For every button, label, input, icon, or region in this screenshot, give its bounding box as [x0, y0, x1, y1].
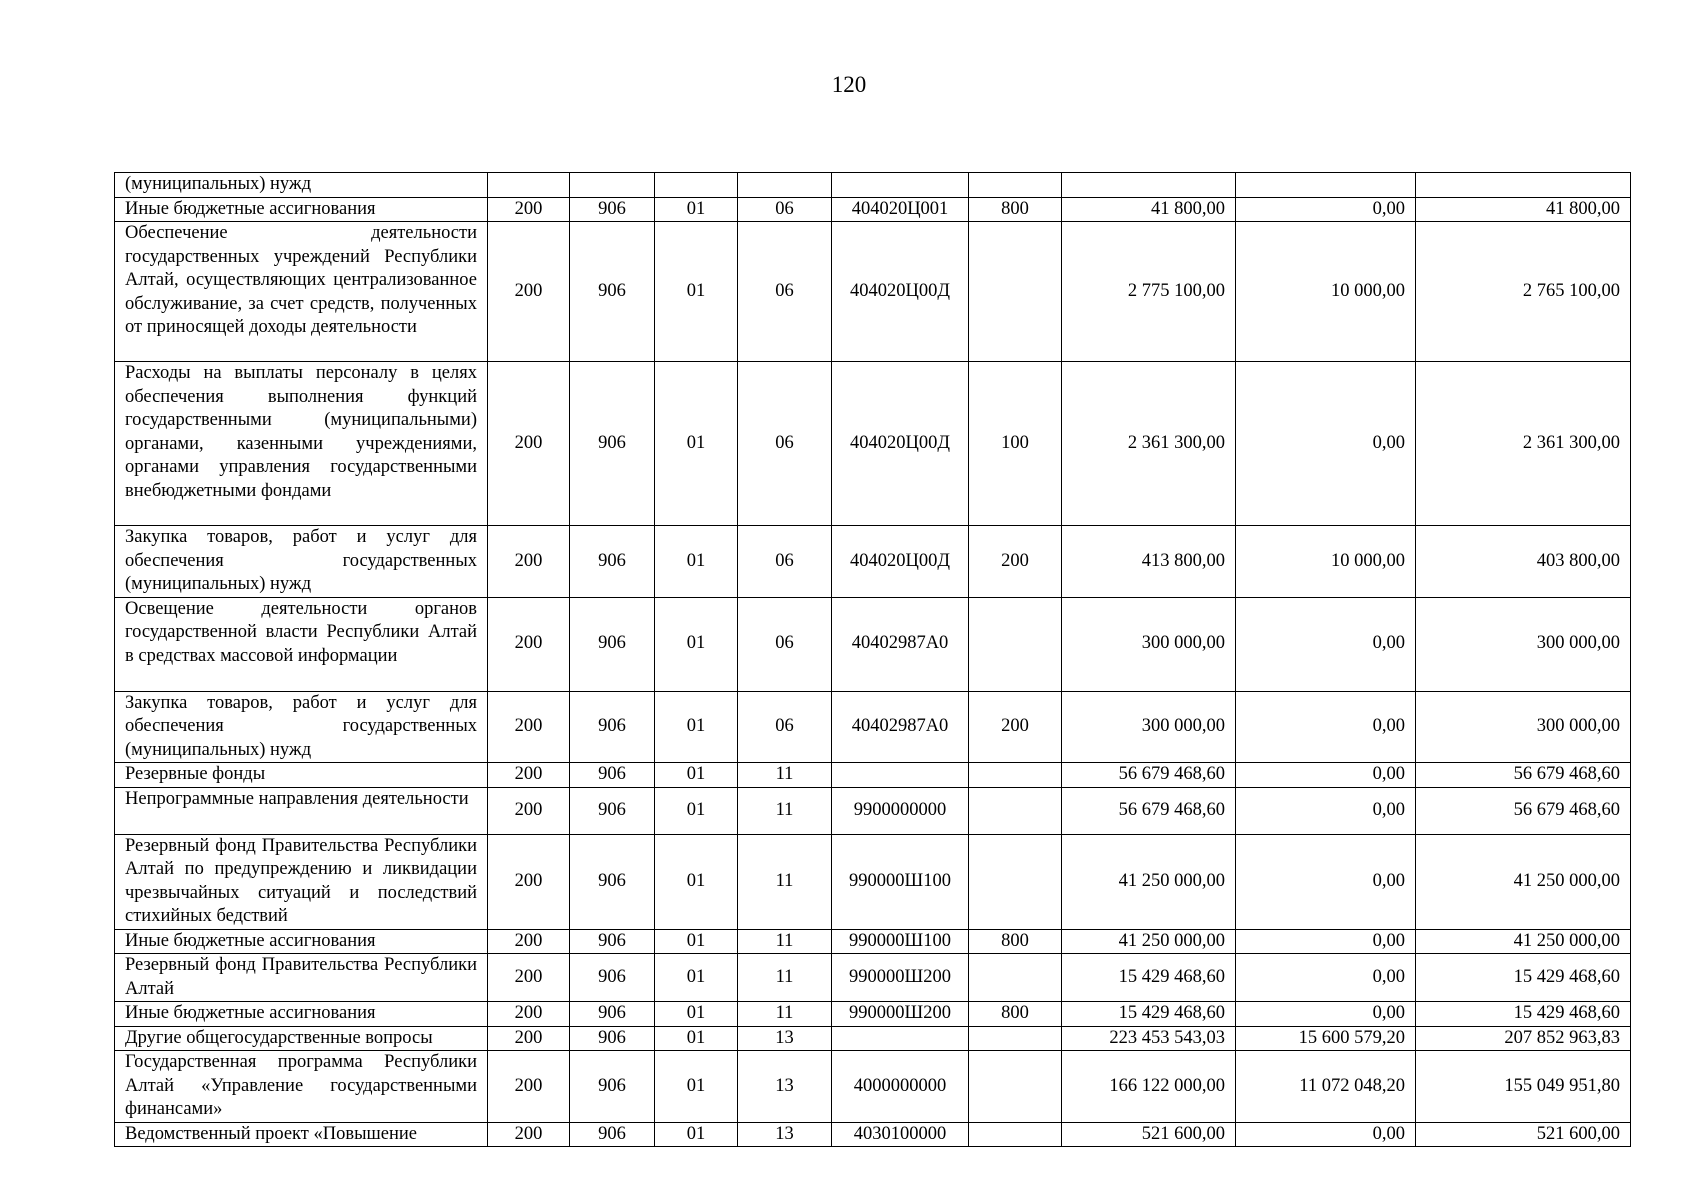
row-amount-2 [1236, 173, 1416, 198]
row-name: Иные бюджетные ассигнования [115, 197, 488, 222]
row-code-1: 200 [488, 362, 570, 526]
row-section: 01 [655, 597, 738, 691]
row-amount-3: 41 800,00 [1416, 197, 1631, 222]
row-target-article: 4000000000 [832, 1051, 969, 1123]
row-amount-2: 0,00 [1236, 197, 1416, 222]
row-code-1 [488, 173, 570, 198]
row-code-1: 200 [488, 526, 570, 598]
row-section: 01 [655, 929, 738, 954]
row-subsection: 13 [738, 1051, 832, 1123]
row-amount-2: 0,00 [1236, 787, 1416, 834]
table-row [115, 787, 1631, 834]
row-name: Иные бюджетные ассигнования [115, 929, 488, 954]
row-target-article: 9900000000 [832, 787, 969, 834]
row-code-1: 200 [488, 1002, 570, 1027]
row-amount-3: 300 000,00 [1416, 597, 1631, 691]
row-section: 01 [655, 362, 738, 526]
row-target-article: 990000Ш100 [832, 834, 969, 929]
table-body [115, 173, 1631, 1147]
row-target-article: 990000Ш200 [832, 1002, 969, 1027]
row-code-2: 906 [570, 526, 655, 598]
row-subsection: 11 [738, 787, 832, 834]
row-amount-1: 2 775 100,00 [1062, 222, 1236, 362]
row-code-1: 200 [488, 691, 570, 763]
table-row [115, 954, 1631, 1002]
row-subsection: 13 [738, 1122, 832, 1147]
row-subsection: 06 [738, 691, 832, 763]
row-target-article [832, 1026, 969, 1051]
row-amount-2: 0,00 [1236, 362, 1416, 526]
row-code-2: 906 [570, 222, 655, 362]
table-row [115, 1051, 1631, 1123]
row-amount-2: 0,00 [1236, 954, 1416, 1002]
row-code-1: 200 [488, 222, 570, 362]
row-target-article [832, 763, 969, 788]
row-subsection: 06 [738, 526, 832, 598]
row-name: Другие общегосударственные вопросы [115, 1026, 488, 1051]
row-code-2: 906 [570, 597, 655, 691]
row-code-1: 200 [488, 954, 570, 1002]
row-amount-1: 41 800,00 [1062, 197, 1236, 222]
row-subsection: 13 [738, 1026, 832, 1051]
row-code-2: 906 [570, 763, 655, 788]
row-subsection: 11 [738, 1002, 832, 1027]
row-section [655, 173, 738, 198]
row-expense-type [969, 597, 1062, 691]
row-code-1: 200 [488, 929, 570, 954]
row-target-article [832, 173, 969, 198]
row-amount-3: 56 679 468,60 [1416, 787, 1631, 834]
table-row [115, 834, 1631, 929]
row-name: Обеспечение деятельности государственных учреждений Республики Алтай, осуществляющих централизованное обслуживание, за счет средств, полученных от приносящей доходы деятельности [115, 222, 488, 362]
row-code-2: 906 [570, 1051, 655, 1123]
row-amount-3: 300 000,00 [1416, 691, 1631, 763]
row-code-1: 200 [488, 787, 570, 834]
row-name: Ведомственный проект «Повышение [115, 1122, 488, 1147]
row-section: 01 [655, 197, 738, 222]
row-amount-1: 166 122 000,00 [1062, 1051, 1236, 1123]
budget-table [114, 172, 1631, 1147]
table-row [115, 1002, 1631, 1027]
row-section: 01 [655, 787, 738, 834]
row-expense-type [969, 1122, 1062, 1147]
row-amount-2: 0,00 [1236, 1002, 1416, 1027]
row-code-2 [570, 173, 655, 198]
row-code-2: 906 [570, 834, 655, 929]
row-amount-2: 0,00 [1236, 763, 1416, 788]
row-amount-1: 413 800,00 [1062, 526, 1236, 598]
row-expense-type: 100 [969, 362, 1062, 526]
row-amount-3: 41 250 000,00 [1416, 929, 1631, 954]
row-amount-1: 41 250 000,00 [1062, 929, 1236, 954]
row-expense-type: 200 [969, 691, 1062, 763]
row-name: Государственная программа Республики Алтай «Управление государственными финансами» [115, 1051, 488, 1123]
row-amount-3: 403 800,00 [1416, 526, 1631, 598]
row-amount-2: 10 000,00 [1236, 526, 1416, 598]
row-target-article: 40402987А0 [832, 597, 969, 691]
row-amount-3: 56 679 468,60 [1416, 763, 1631, 788]
row-amount-1: 2 361 300,00 [1062, 362, 1236, 526]
row-amount-2: 15 600 579,20 [1236, 1026, 1416, 1051]
row-expense-type: 800 [969, 929, 1062, 954]
table-row [115, 691, 1631, 763]
row-target-article: 40402987А0 [832, 691, 969, 763]
row-expense-type [969, 222, 1062, 362]
row-code-1: 200 [488, 197, 570, 222]
row-amount-1: 15 429 468,60 [1062, 954, 1236, 1002]
row-amount-1: 56 679 468,60 [1062, 787, 1236, 834]
row-code-1: 200 [488, 1122, 570, 1147]
row-code-2: 906 [570, 1002, 655, 1027]
row-amount-3: 155 049 951,80 [1416, 1051, 1631, 1123]
row-amount-3: 15 429 468,60 [1416, 954, 1631, 1002]
row-code-2: 906 [570, 929, 655, 954]
row-expense-type [969, 954, 1062, 1002]
row-amount-1: 300 000,00 [1062, 691, 1236, 763]
row-amount-1: 300 000,00 [1062, 597, 1236, 691]
row-amount-1: 56 679 468,60 [1062, 763, 1236, 788]
row-name: Резервные фонды [115, 763, 488, 788]
row-target-article: 4030100000 [832, 1122, 969, 1147]
row-expense-type: 800 [969, 1002, 1062, 1027]
row-code-2: 906 [570, 691, 655, 763]
row-section: 01 [655, 1002, 738, 1027]
row-code-1: 200 [488, 1051, 570, 1123]
row-name: Закупка товаров, работ и услуг для обеспечения государственных (муниципальных) нужд [115, 691, 488, 763]
row-expense-type [969, 834, 1062, 929]
row-section: 01 [655, 526, 738, 598]
row-expense-type [969, 1026, 1062, 1051]
row-expense-type: 200 [969, 526, 1062, 598]
row-subsection: 11 [738, 954, 832, 1002]
table-row [115, 526, 1631, 598]
row-amount-1: 521 600,00 [1062, 1122, 1236, 1147]
row-expense-type [969, 1051, 1062, 1123]
row-amount-1 [1062, 173, 1236, 198]
row-code-2: 906 [570, 954, 655, 1002]
row-section: 01 [655, 834, 738, 929]
row-amount-1: 15 429 468,60 [1062, 1002, 1236, 1027]
row-amount-2: 10 000,00 [1236, 222, 1416, 362]
table-row [115, 929, 1631, 954]
row-amount-2: 0,00 [1236, 1122, 1416, 1147]
row-subsection: 06 [738, 197, 832, 222]
row-section: 01 [655, 222, 738, 362]
row-amount-2: 11 072 048,20 [1236, 1051, 1416, 1123]
row-target-article: 990000Ш100 [832, 929, 969, 954]
row-target-article: 404020Ц00Д [832, 362, 969, 526]
row-amount-3: 15 429 468,60 [1416, 1002, 1631, 1027]
row-name: Расходы на выплаты персоналу в целях обеспечения выполнения функций государственными (муниципальными) органами, казенными учреждениями, органами управления государственными внебюджетными фондами [115, 362, 488, 526]
table-row [115, 1122, 1631, 1147]
row-name: Закупка товаров, работ и услуг для обеспечения государственных (муниципальных) нужд [115, 526, 488, 598]
table-row [115, 197, 1631, 222]
table-row [115, 362, 1631, 526]
row-name: Непрограммные направления деятельности [115, 787, 488, 834]
row-amount-2: 0,00 [1236, 834, 1416, 929]
row-target-article: 404020Ц001 [832, 197, 969, 222]
row-expense-type [969, 763, 1062, 788]
row-subsection: 11 [738, 834, 832, 929]
row-code-2: 906 [570, 362, 655, 526]
row-amount-2: 0,00 [1236, 691, 1416, 763]
row-code-2: 906 [570, 787, 655, 834]
row-amount-1: 41 250 000,00 [1062, 834, 1236, 929]
table-row [115, 1026, 1631, 1051]
row-target-article: 404020Ц00Д [832, 222, 969, 362]
row-amount-3: 2 361 300,00 [1416, 362, 1631, 526]
row-name: Резервный фонд Правительства Республики Алтай [115, 954, 488, 1002]
row-amount-3: 41 250 000,00 [1416, 834, 1631, 929]
row-name: Иные бюджетные ассигнования [115, 1002, 488, 1027]
row-subsection [738, 173, 832, 198]
row-section: 01 [655, 1026, 738, 1051]
row-amount-3: 2 765 100,00 [1416, 222, 1631, 362]
page-number: 120 [831, 72, 867, 97]
row-section: 01 [655, 763, 738, 788]
row-expense-type [969, 173, 1062, 198]
row-target-article: 404020Ц00Д [832, 526, 969, 598]
table-row [115, 173, 1631, 198]
row-subsection: 06 [738, 597, 832, 691]
row-amount-2: 0,00 [1236, 929, 1416, 954]
row-amount-3: 207 852 963,83 [1416, 1026, 1631, 1051]
row-section: 01 [655, 1122, 738, 1147]
row-subsection: 11 [738, 929, 832, 954]
row-subsection: 06 [738, 362, 832, 526]
row-section: 01 [655, 954, 738, 1002]
row-name: (муниципальных) нужд [115, 173, 488, 198]
row-code-1: 200 [488, 597, 570, 691]
row-code-2: 906 [570, 197, 655, 222]
row-amount-1: 223 453 543,03 [1062, 1026, 1236, 1051]
table-row [115, 597, 1631, 691]
row-expense-type: 800 [969, 197, 1062, 222]
row-amount-3: 521 600,00 [1416, 1122, 1631, 1147]
row-subsection: 06 [738, 222, 832, 362]
row-target-article: 990000Ш200 [832, 954, 969, 1002]
table-row [115, 763, 1631, 788]
row-code-1: 200 [488, 1026, 570, 1051]
row-subsection: 11 [738, 763, 832, 788]
row-amount-3 [1416, 173, 1631, 198]
row-code-2: 906 [570, 1122, 655, 1147]
row-name: Освещение деятельности органов государственной власти Республики Алтай в средствах массовой информации [115, 597, 488, 691]
row-code-1: 200 [488, 763, 570, 788]
row-amount-2: 0,00 [1236, 597, 1416, 691]
table-row [115, 222, 1631, 362]
row-expense-type [969, 787, 1062, 834]
row-code-2: 906 [570, 1026, 655, 1051]
row-section: 01 [655, 1051, 738, 1123]
row-code-1: 200 [488, 834, 570, 929]
row-name: Резервный фонд Правительства Республики Алтай по предупреждению и ликвидации чрезвычайных ситуаций и последствий стихийных бедствий [115, 834, 488, 929]
row-section: 01 [655, 691, 738, 763]
